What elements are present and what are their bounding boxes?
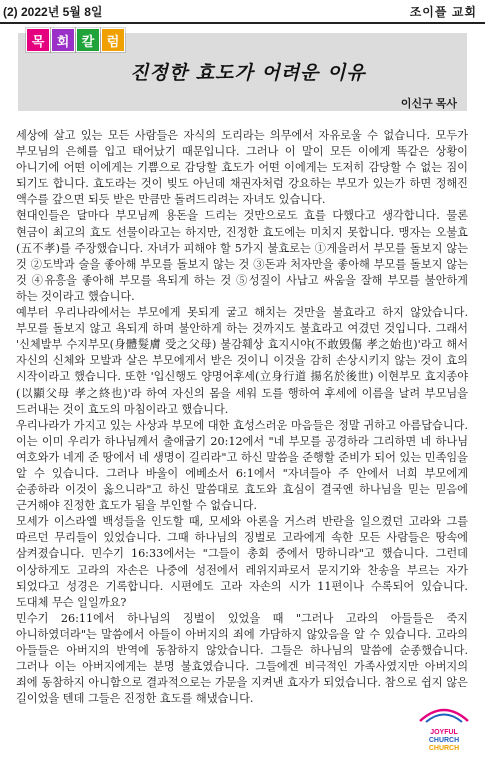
column-body [16, 128, 468, 707]
paragraph: 우리나라가 가지고 있는 사상과 부모에 대한 효성스러운 마음들은 정말 귀하고 아름답습니다. 이는 이미 우리가 하나님께서 출애굽기 20:12에서 "네 부모를 공경하라 그리하면 네 하나님 여호와가 네게 준 땅에서 네 생명이 길리라"고 하신 말씀을 준행할 준비가 되어 있는 민족임을 알 수 있습니다. 그러나 바울이 에베소서 6:1에서 "자녀들아 주 안에서 너희 부모에게 순종하라 이것이 옳으니라"고 하신 말씀대로 효도와 효심이 결국엔 하나님을 믿는 믿음에 근거해야 진정한 효도가 됨을 부인할 수 없습니다. [16, 418, 468, 513]
badge-char: 럼 [101, 28, 125, 52]
badge-char: 목 [26, 28, 50, 52]
logo-text-mid: CHURCH [428, 737, 460, 744]
paragraph: 모세가 이스라엘 백성들을 인도할 때, 모세와 아론을 거스려 반란을 일으켰던 고라와 그를 따르던 무리들이 있었습니다. 그때 하나님의 징벌로 고라에게 속한 모든 사람들은 땅속에 삼켜졌습니다. 민수기 16:33에서는 "그들이 총회 중에서 망하니라"고 했습니다. 그런데 이상하게도 고라의 자손은 나중에 성전에서 레위지파로서 문지기와 찬송을 부르는 자가 되었다고 성경은 기록합니다. 시편에도 고라 자손의 시가 11편이나 수록되어 있습니다. 도대체 무슨 일일까요? [16, 515, 468, 609]
paragraph: 예부터 우리나라에서는 부모에게 못되게 굴고 해치는 것만을 불효라고 하지 않았습니다. 부모를 돌보지 않고 욕되게 하며 불안하게 하는 것까지도 불효라고 여겼던 것입니다. 그래서 '신체발부 수지부모(身體髮膚 受之父母) 불감훼상 효지시야(不敢毁傷 孝之始也)'라고 해서 자신의 신체와 모발과 살은 부모에게서 받은 것이니 이것을 감히 손상시키지 않는 것이 효의 시작이라고 했습니다. 또한 '입신행도 양명어후세(立身行道 揚名於後世) 이현부모 효지종야(以顯父母 孝之終也)'라 하여 자신의 몸을 세워 도를 행하여 후세에 이름을 날려 부모님을 드러내는 것이 효도의 마침이라고 했습니다. [16, 306, 468, 416]
paragraph: 민수기 26:11에서 하나님의 징벌이 있었을 때 "그러나 고라의 아들들은 죽지 아니하였더라"는 말씀에서 아들이 아버지의 죄에 가담하지 않았음을 알 수 있습니다. 고라의 아들들은 아버지의 반역에 동참하지 않았습니다. 그들은 하나님의 말씀에 순종했습니다. 그러나 이는 아버지에게는 분명 불효였습니다. 그들에겐 비극적인 가족사였지만 아버지의 죄에 동참하지 아니함으로 결과적으로는 가문을 지켜낸 효자가 되었습니다. 참으로 쉽지 않은 길이었을 텐데 그들은 진정한 효도를 해냈습니다. [16, 611, 468, 706]
column-title: 진정한 효도가 어려운 이유 [130, 62, 366, 84]
paragraph: 현대인들은 달마다 부모님께 용돈을 드리는 것만으로도 효를 다했다고 생각합니다. 물론 현금이 최고의 효도 선물이라고는 하지만, 진정한 효도에는 미치지 못합니다. 맹자는 오불효(五不孝)를 주장했습니다. 자녀가 피해야 할 5가지 불효로는 ①게을러서 부모를 돌보지 않는 것 ②도박과 술을 좋아해 부모를 돌보지 않는 것 ③돈과 처자만을 좋아해 부모를 돌보지 않는 것 ④유흥을 좋아해 부모를 욕되게 하는 것 ⑤성질이 사납고 싸움을 잘해 부모를 불안하게 하는 것이라고 했습니다. [16, 209, 468, 303]
logo-text-top: JOYFUL [430, 729, 458, 736]
header-rule [0, 22, 485, 24]
logo-text-bottom: CHURCH [428, 745, 460, 752]
church-name: 조이플 교회 [409, 4, 477, 19]
church-logo [416, 703, 472, 757]
logo-mark-icon [416, 703, 472, 725]
column-badge [26, 28, 125, 52]
author-name: 이신구 목사 [400, 98, 457, 110]
badge-char: 회 [51, 28, 75, 52]
badge-char: 칼 [76, 28, 100, 52]
paragraph: 세상에 살고 있는 모든 사람들은 자식의 도리라는 의무에서 자유로울 수 없습니다. 모두가 부모님의 은혜를 입고 태어났기 때문입니다. 그러나 이 말이 모든 이에게 똑같은 상황이 아니기에 어떤 이에게는 기쁨으로 감당할 효도가 어떤 이에게는 도저히 감당할 수 없는 짐이 되기도 합니다. 효도라는 것이 빚도 아닌데 채권자처럼 강요하는 부모가 있는가 하면 정해진 액수를 갚으면 되듯 받은 만큼만 돌려드리려는 자녀도 있습니다. [16, 129, 468, 207]
issue-date: (2) 2022년 5월 8일 [3, 4, 103, 19]
page-header [0, 0, 485, 22]
